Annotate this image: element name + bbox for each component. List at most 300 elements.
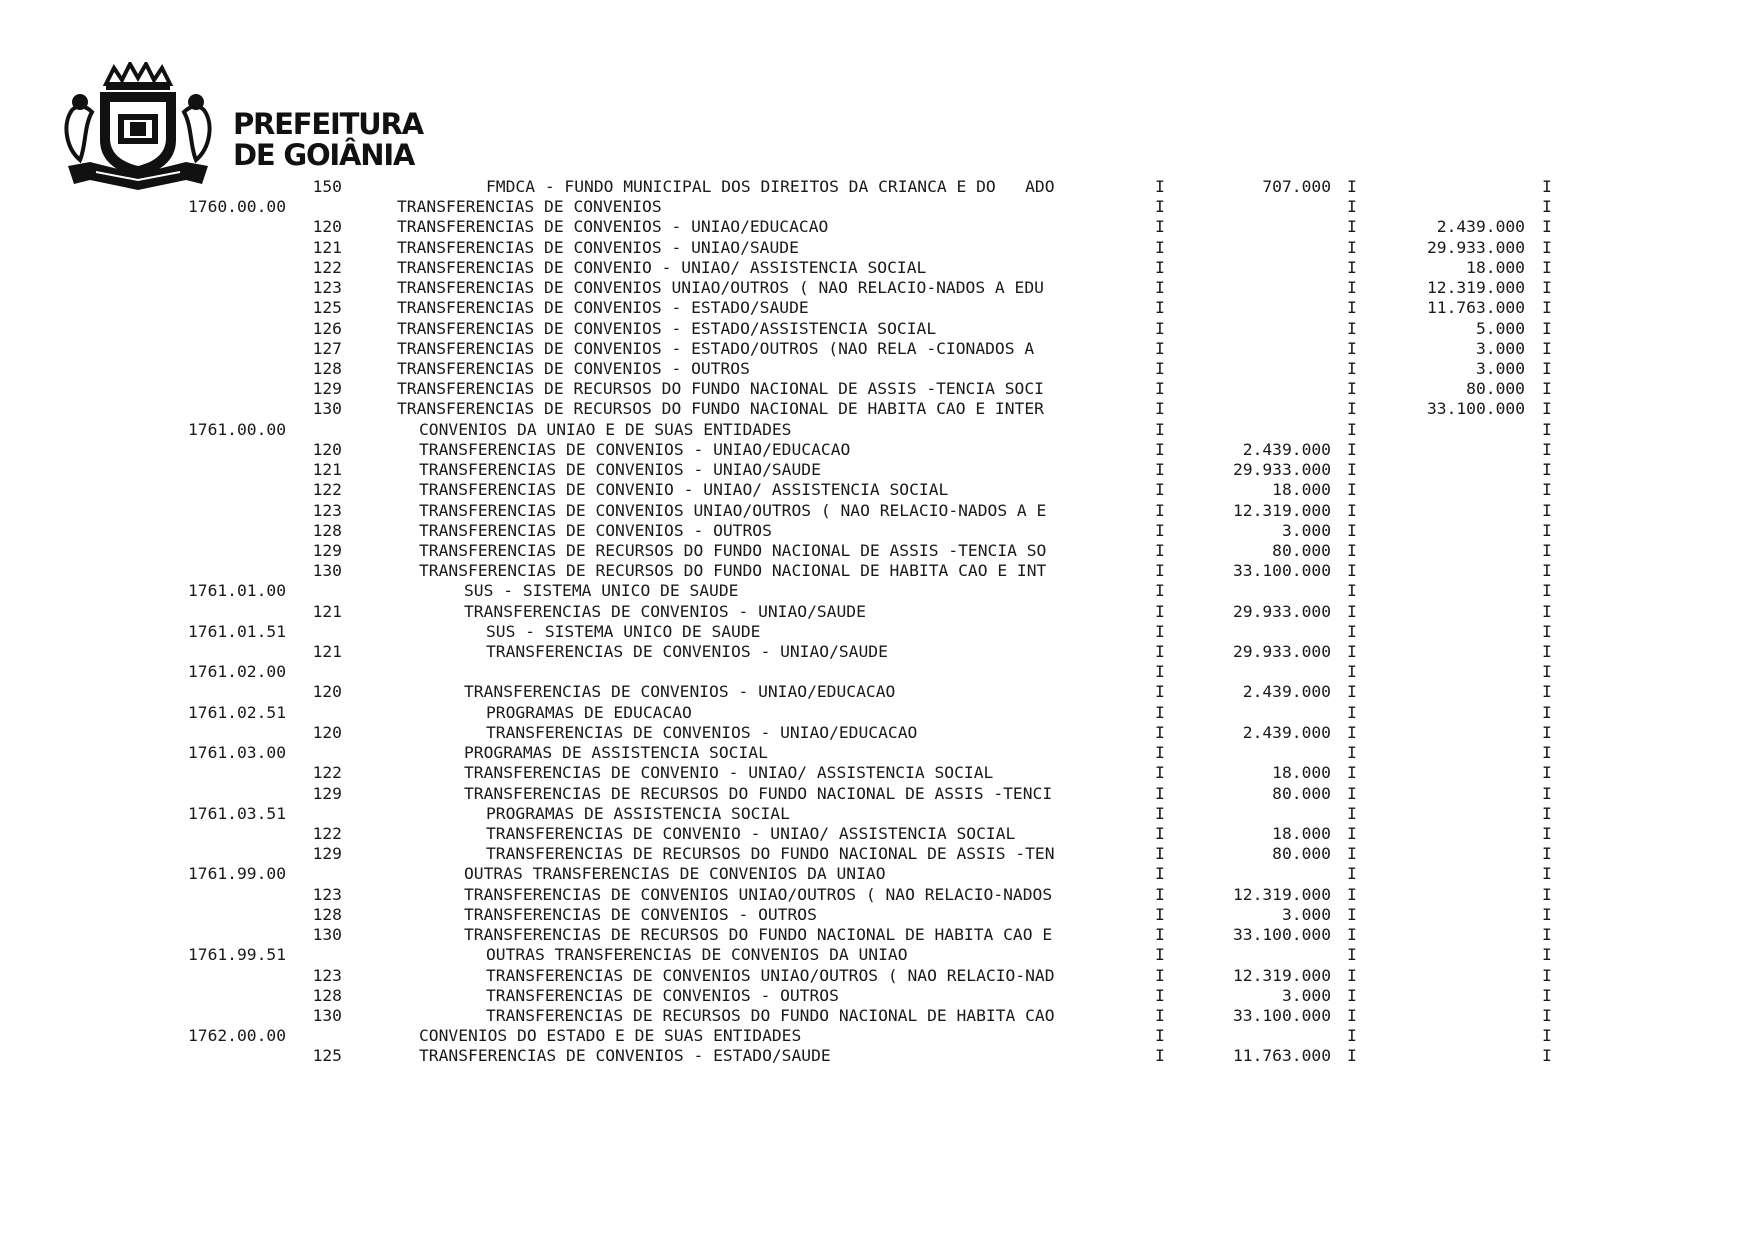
value-total: 11.763.000 bbox=[1426, 298, 1525, 318]
account-description: TRANSFERENCIAS DE CONVENIO - UNIAO/ ASSISTENCIA SOCIAL bbox=[464, 763, 994, 783]
value-detail: 29.933.000 bbox=[1232, 460, 1331, 480]
column-separator: I bbox=[1347, 985, 1357, 1005]
value-detail: 12.319.000 bbox=[1232, 884, 1331, 904]
value-detail: 11.763.000 bbox=[1232, 1046, 1331, 1066]
column-separator: I bbox=[1347, 358, 1357, 378]
report-row bbox=[0, 521, 1754, 541]
account-code: 1761.00.00 bbox=[187, 419, 286, 439]
column-separator: I bbox=[1155, 925, 1165, 945]
value-detail: 2.439.000 bbox=[1242, 439, 1331, 459]
account-description: TRANSFERENCIAS DE CONVENIOS - OUTROS bbox=[419, 520, 772, 540]
value-detail: 80.000 bbox=[1272, 783, 1331, 803]
source-code: 129 bbox=[312, 844, 342, 864]
column-separator: I bbox=[1155, 1026, 1165, 1046]
column-separator: I bbox=[1347, 925, 1357, 945]
source-code: 130 bbox=[312, 561, 342, 581]
source-code: 128 bbox=[312, 904, 342, 924]
column-separator: I bbox=[1347, 278, 1357, 298]
column-separator: I bbox=[1542, 581, 1552, 601]
report-row bbox=[0, 986, 1754, 1006]
account-code: 1761.02.00 bbox=[187, 662, 286, 682]
report-row bbox=[0, 177, 1754, 197]
column-separator: I bbox=[1155, 500, 1165, 520]
account-code: 1762.00.00 bbox=[187, 1026, 286, 1046]
account-description: TRANSFERENCIAS DE CONVENIOS - UNIAO/SAUDE bbox=[419, 460, 821, 480]
account-description: FMDCA - FUNDO MUNICIPAL DOS DIREITOS DA CRIANCA E DO ADO bbox=[486, 177, 1055, 196]
column-separator: I bbox=[1155, 217, 1165, 237]
report-row bbox=[0, 622, 1754, 642]
report-row bbox=[0, 864, 1754, 884]
value-detail: 3.000 bbox=[1281, 520, 1331, 540]
column-separator: I bbox=[1542, 358, 1552, 378]
report-row bbox=[0, 966, 1754, 986]
column-separator: I bbox=[1155, 904, 1165, 924]
report-row bbox=[0, 905, 1754, 925]
account-code: 1761.02.51 bbox=[187, 702, 286, 722]
column-separator: I bbox=[1347, 217, 1357, 237]
value-detail: 12.319.000 bbox=[1232, 500, 1331, 520]
column-separator: I bbox=[1542, 540, 1552, 560]
value-total: 5.000 bbox=[1475, 318, 1525, 338]
column-separator: I bbox=[1347, 844, 1357, 864]
column-separator: I bbox=[1542, 925, 1552, 945]
column-separator: I bbox=[1155, 844, 1165, 864]
source-code: 129 bbox=[312, 540, 342, 560]
column-separator: I bbox=[1347, 480, 1357, 500]
source-code: 122 bbox=[312, 763, 342, 783]
source-code: 120 bbox=[312, 682, 342, 702]
value-detail: 3.000 bbox=[1281, 904, 1331, 924]
account-description: TRANSFERENCIAS DE CONVENIOS UNIAO/OUTROS ( NAO RELACIO-NADOS bbox=[464, 884, 1053, 904]
column-separator: I bbox=[1542, 743, 1552, 763]
prefeitura-logo bbox=[62, 62, 422, 192]
column-separator: I bbox=[1542, 298, 1552, 318]
report-row bbox=[0, 561, 1754, 581]
column-separator: I bbox=[1155, 338, 1165, 358]
column-separator: I bbox=[1155, 642, 1165, 662]
column-separator: I bbox=[1347, 460, 1357, 480]
account-code: 1761.99.00 bbox=[187, 864, 286, 884]
account-description: PROGRAMAS DE EDUCACAO bbox=[486, 702, 692, 722]
column-separator: I bbox=[1542, 864, 1552, 884]
column-separator: I bbox=[1347, 763, 1357, 783]
report-row bbox=[0, 238, 1754, 258]
value-detail: 2.439.000 bbox=[1242, 722, 1331, 742]
column-separator: I bbox=[1155, 884, 1165, 904]
column-separator: I bbox=[1155, 399, 1165, 419]
value-detail: 33.100.000 bbox=[1232, 925, 1331, 945]
account-description: TRANSFERENCIAS DE RECURSOS DO FUNDO NACIONAL DE ASSIS -TENCIA SOCI bbox=[397, 379, 1044, 399]
account-description: TRANSFERENCIAS DE RECURSOS DO FUNDO NACIONAL DE ASSIS -TENCI bbox=[464, 783, 1053, 803]
column-separator: I bbox=[1542, 520, 1552, 540]
report-row bbox=[0, 703, 1754, 723]
account-description: TRANSFERENCIAS DE CONVENIOS - UNIAO/SAUDE bbox=[486, 642, 888, 662]
report-row bbox=[0, 682, 1754, 702]
column-separator: I bbox=[1542, 601, 1552, 621]
report-row bbox=[0, 258, 1754, 278]
report-row bbox=[0, 662, 1754, 682]
account-description: CONVENIOS DA UNIAO E DE SUAS ENTIDADES bbox=[419, 419, 792, 439]
column-separator: I bbox=[1542, 338, 1552, 358]
account-description: TRANSFERENCIAS DE CONVENIOS - OUTROS bbox=[397, 358, 750, 378]
column-separator: I bbox=[1155, 682, 1165, 702]
column-separator: I bbox=[1542, 278, 1552, 298]
value-total: 29.933.000 bbox=[1426, 237, 1525, 257]
report-row bbox=[0, 501, 1754, 521]
column-separator: I bbox=[1542, 844, 1552, 864]
column-separator: I bbox=[1347, 561, 1357, 581]
value-total: 3.000 bbox=[1475, 338, 1525, 358]
source-code: 150 bbox=[312, 177, 342, 196]
value-total: 12.319.000 bbox=[1426, 278, 1525, 298]
column-separator: I bbox=[1542, 197, 1552, 217]
source-code: 121 bbox=[312, 460, 342, 480]
goiania-coat-of-arms-icon bbox=[62, 62, 214, 192]
column-separator: I bbox=[1542, 763, 1552, 783]
account-code: 1761.03.00 bbox=[187, 743, 286, 763]
source-code: 121 bbox=[312, 642, 342, 662]
column-separator: I bbox=[1347, 177, 1357, 196]
column-separator: I bbox=[1347, 824, 1357, 843]
column-separator: I bbox=[1347, 601, 1357, 621]
account-description: TRANSFERENCIAS DE CONVENIO - UNIAO/ ASSISTENCIA SOCIAL bbox=[486, 824, 1016, 843]
column-separator: I bbox=[1347, 945, 1357, 965]
column-separator: I bbox=[1542, 1026, 1552, 1046]
account-code: 1761.01.51 bbox=[187, 621, 286, 641]
column-separator: I bbox=[1155, 379, 1165, 399]
value-total: 18.000 bbox=[1466, 257, 1525, 277]
column-separator: I bbox=[1347, 722, 1357, 742]
column-separator: I bbox=[1347, 257, 1357, 277]
value-detail: 29.933.000 bbox=[1232, 642, 1331, 662]
report-row bbox=[0, 945, 1754, 965]
column-separator: I bbox=[1155, 1046, 1165, 1066]
value-detail: 3.000 bbox=[1281, 985, 1331, 1005]
source-code: 130 bbox=[312, 399, 342, 419]
column-separator: I bbox=[1542, 177, 1552, 196]
account-description: SUS - SISTEMA UNICO DE SAUDE bbox=[464, 581, 739, 601]
column-separator: I bbox=[1542, 803, 1552, 823]
report-row bbox=[0, 298, 1754, 318]
account-description: TRANSFERENCIAS DE CONVENIOS - UNIAO/SAUDE bbox=[464, 601, 866, 621]
column-separator: I bbox=[1542, 1005, 1552, 1025]
account-description: TRANSFERENCIAS DE CONVENIOS - UNIAO/EDUCACAO bbox=[397, 217, 829, 237]
column-separator: I bbox=[1347, 540, 1357, 560]
column-separator: I bbox=[1542, 702, 1552, 722]
account-description: TRANSFERENCIAS DE RECURSOS DO FUNDO NACIONAL DE HABITA CAO bbox=[486, 1005, 1055, 1025]
source-code: 128 bbox=[312, 520, 342, 540]
column-separator: I bbox=[1542, 318, 1552, 338]
account-description: TRANSFERENCIAS DE CONVENIOS - OUTROS bbox=[464, 904, 817, 924]
account-code: 1761.99.51 bbox=[187, 945, 286, 965]
value-detail: 80.000 bbox=[1272, 540, 1331, 560]
column-separator: I bbox=[1347, 682, 1357, 702]
column-separator: I bbox=[1347, 379, 1357, 399]
value-total: 33.100.000 bbox=[1426, 399, 1525, 419]
column-separator: I bbox=[1155, 358, 1165, 378]
account-description: TRANSFERENCIAS DE CONVENIOS UNIAO/OUTROS ( NAO RELACIO-NADOS A E bbox=[419, 500, 1047, 520]
column-separator: I bbox=[1155, 278, 1165, 298]
report-row bbox=[0, 784, 1754, 804]
column-separator: I bbox=[1155, 257, 1165, 277]
source-code: 122 bbox=[312, 824, 342, 843]
account-description: PROGRAMAS DE ASSISTENCIA SOCIAL bbox=[464, 743, 768, 763]
account-description: TRANSFERENCIAS DE CONVENIOS - OUTROS bbox=[486, 985, 839, 1005]
column-separator: I bbox=[1542, 237, 1552, 257]
column-separator: I bbox=[1542, 460, 1552, 480]
column-separator: I bbox=[1347, 237, 1357, 257]
column-separator: I bbox=[1347, 1026, 1357, 1046]
column-separator: I bbox=[1155, 177, 1165, 196]
column-separator: I bbox=[1542, 642, 1552, 662]
source-code: 129 bbox=[312, 379, 342, 399]
source-code: 120 bbox=[312, 722, 342, 742]
account-code: 1761.03.51 bbox=[187, 803, 286, 823]
source-code: 122 bbox=[312, 257, 342, 277]
report-row bbox=[0, 824, 1754, 844]
column-separator: I bbox=[1155, 419, 1165, 439]
account-description: TRANSFERENCIAS DE CONVENIOS UNIAO/OUTROS ( NAO RELACIO-NAD bbox=[486, 965, 1055, 985]
column-separator: I bbox=[1347, 1005, 1357, 1025]
column-separator: I bbox=[1155, 702, 1165, 722]
column-separator: I bbox=[1155, 1005, 1165, 1025]
account-description: TRANSFERENCIAS DE CONVENIOS - UNIAO/EDUCACAO bbox=[419, 439, 851, 459]
report-row bbox=[0, 763, 1754, 783]
column-separator: I bbox=[1542, 662, 1552, 682]
value-total: 3.000 bbox=[1475, 358, 1525, 378]
column-separator: I bbox=[1542, 379, 1552, 399]
account-description: TRANSFERENCIAS DE RECURSOS DO FUNDO NACIONAL DE ASSIS -TENCIA SO bbox=[419, 540, 1047, 560]
report-row bbox=[0, 844, 1754, 864]
value-detail: 18.000 bbox=[1272, 480, 1331, 500]
column-separator: I bbox=[1347, 439, 1357, 459]
source-code: 127 bbox=[312, 338, 342, 358]
column-separator: I bbox=[1347, 197, 1357, 217]
account-description: TRANSFERENCIAS DE CONVENIOS - UNIAO/SAUDE bbox=[397, 237, 799, 257]
column-separator: I bbox=[1542, 500, 1552, 520]
value-total: 80.000 bbox=[1466, 379, 1525, 399]
report-row bbox=[0, 217, 1754, 237]
source-code: 128 bbox=[312, 358, 342, 378]
column-separator: I bbox=[1347, 642, 1357, 662]
column-separator: I bbox=[1155, 601, 1165, 621]
account-description: TRANSFERENCIAS DE CONVENIOS bbox=[397, 197, 662, 217]
value-detail: 33.100.000 bbox=[1232, 561, 1331, 581]
report-row bbox=[0, 197, 1754, 217]
logo-line-1: PREFEITURA bbox=[233, 107, 423, 141]
value-detail: 12.319.000 bbox=[1232, 965, 1331, 985]
column-separator: I bbox=[1542, 884, 1552, 904]
report-row bbox=[0, 399, 1754, 419]
account-description: TRANSFERENCIAS DE CONVENIOS - ESTADO/ASSISTENCIA SOCIAL bbox=[397, 318, 937, 338]
column-separator: I bbox=[1347, 1046, 1357, 1066]
report-row bbox=[0, 480, 1754, 500]
column-separator: I bbox=[1542, 682, 1552, 702]
column-separator: I bbox=[1155, 824, 1165, 843]
column-separator: I bbox=[1155, 480, 1165, 500]
column-separator: I bbox=[1347, 520, 1357, 540]
column-separator: I bbox=[1542, 945, 1552, 965]
column-separator: I bbox=[1155, 783, 1165, 803]
report-row bbox=[0, 541, 1754, 561]
column-separator: I bbox=[1155, 318, 1165, 338]
column-separator: I bbox=[1155, 965, 1165, 985]
account-description: PROGRAMAS DE ASSISTENCIA SOCIAL bbox=[486, 803, 790, 823]
report-row bbox=[0, 723, 1754, 743]
account-code: 1760.00.00 bbox=[187, 197, 286, 217]
value-detail: 29.933.000 bbox=[1232, 601, 1331, 621]
account-description: TRANSFERENCIAS DE RECURSOS DO FUNDO NACIONAL DE HABITA CAO E bbox=[464, 925, 1053, 945]
column-separator: I bbox=[1542, 439, 1552, 459]
account-description: TRANSFERENCIAS DE RECURSOS DO FUNDO NACIONAL DE HABITA CAO E INT bbox=[419, 561, 1047, 581]
column-separator: I bbox=[1155, 520, 1165, 540]
value-detail: 707.000 bbox=[1262, 177, 1331, 196]
source-code: 123 bbox=[312, 278, 342, 298]
column-separator: I bbox=[1155, 197, 1165, 217]
report-row bbox=[0, 319, 1754, 339]
column-separator: I bbox=[1542, 985, 1552, 1005]
column-separator: I bbox=[1347, 419, 1357, 439]
account-description: TRANSFERENCIAS DE CONVENIO - UNIAO/ ASSISTENCIA SOCIAL bbox=[397, 257, 927, 277]
account-description: TRANSFERENCIAS DE CONVENIOS - UNIAO/EDUCACAO bbox=[464, 682, 896, 702]
report-row bbox=[0, 1006, 1754, 1026]
report-row bbox=[0, 642, 1754, 662]
column-separator: I bbox=[1542, 419, 1552, 439]
column-separator: I bbox=[1155, 460, 1165, 480]
column-separator: I bbox=[1542, 621, 1552, 641]
value-detail: 33.100.000 bbox=[1232, 1005, 1331, 1025]
source-code: 120 bbox=[312, 439, 342, 459]
report-row bbox=[0, 804, 1754, 824]
source-code: 128 bbox=[312, 985, 342, 1005]
revenue-report-table bbox=[0, 177, 1754, 1067]
report-row bbox=[0, 925, 1754, 945]
column-separator: I bbox=[1155, 581, 1165, 601]
report-row bbox=[0, 339, 1754, 359]
source-code: 121 bbox=[312, 601, 342, 621]
source-code: 122 bbox=[312, 480, 342, 500]
column-separator: I bbox=[1347, 864, 1357, 884]
report-row bbox=[0, 278, 1754, 298]
column-separator: I bbox=[1347, 783, 1357, 803]
value-total: 2.439.000 bbox=[1436, 217, 1525, 237]
column-separator: I bbox=[1542, 722, 1552, 742]
column-separator: I bbox=[1542, 257, 1552, 277]
column-separator: I bbox=[1542, 904, 1552, 924]
source-code: 129 bbox=[312, 783, 342, 803]
account-description: OUTRAS TRANSFERENCIAS DE CONVENIOS DA UNIAO bbox=[464, 864, 886, 884]
column-separator: I bbox=[1347, 298, 1357, 318]
report-row bbox=[0, 581, 1754, 601]
column-separator: I bbox=[1542, 217, 1552, 237]
value-detail: 80.000 bbox=[1272, 844, 1331, 864]
column-separator: I bbox=[1542, 399, 1552, 419]
report-row bbox=[0, 1046, 1754, 1066]
report-row bbox=[0, 379, 1754, 399]
column-separator: I bbox=[1347, 621, 1357, 641]
account-description: CONVENIOS DO ESTADO E DE SUAS ENTIDADES bbox=[419, 1026, 802, 1046]
column-separator: I bbox=[1542, 1046, 1552, 1066]
value-detail: 18.000 bbox=[1272, 824, 1331, 843]
column-separator: I bbox=[1155, 763, 1165, 783]
column-separator: I bbox=[1155, 621, 1165, 641]
column-separator: I bbox=[1347, 338, 1357, 358]
column-separator: I bbox=[1155, 945, 1165, 965]
value-detail: 18.000 bbox=[1272, 763, 1331, 783]
source-code: 120 bbox=[312, 217, 342, 237]
source-code: 121 bbox=[312, 237, 342, 257]
column-separator: I bbox=[1155, 298, 1165, 318]
column-separator: I bbox=[1347, 904, 1357, 924]
column-separator: I bbox=[1542, 824, 1552, 843]
column-separator: I bbox=[1347, 318, 1357, 338]
report-row bbox=[0, 359, 1754, 379]
column-separator: I bbox=[1542, 783, 1552, 803]
column-separator: I bbox=[1542, 480, 1552, 500]
account-description: SUS - SISTEMA UNICO DE SAUDE bbox=[486, 621, 761, 641]
column-separator: I bbox=[1155, 864, 1165, 884]
account-description: TRANSFERENCIAS DE RECURSOS DO FUNDO NACIONAL DE ASSIS -TEN bbox=[486, 844, 1055, 864]
column-separator: I bbox=[1347, 581, 1357, 601]
column-separator: I bbox=[1542, 965, 1552, 985]
account-description: TRANSFERENCIAS DE CONVENIOS - ESTADO/OUTROS (NAO RELA -CIONADOS A bbox=[397, 338, 1035, 358]
column-separator: I bbox=[1155, 803, 1165, 823]
report-row bbox=[0, 420, 1754, 440]
column-separator: I bbox=[1155, 722, 1165, 742]
source-code: 123 bbox=[312, 965, 342, 985]
column-separator: I bbox=[1347, 743, 1357, 763]
account-description: TRANSFERENCIAS DE CONVENIOS UNIAO/OUTROS ( NAO RELACIO-NADOS A EDU bbox=[397, 278, 1044, 298]
source-code: 130 bbox=[312, 1005, 342, 1025]
account-code: 1761.01.00 bbox=[187, 581, 286, 601]
report-row bbox=[0, 1026, 1754, 1046]
column-separator: I bbox=[1155, 439, 1165, 459]
column-separator: I bbox=[1347, 965, 1357, 985]
logo-line-2: DE GOIÂNIA bbox=[233, 138, 415, 172]
account-description: OUTRAS TRANSFERENCIAS DE CONVENIOS DA UNIAO bbox=[486, 945, 908, 965]
account-description: TRANSFERENCIAS DE CONVENIOS - ESTADO/SAUDE bbox=[419, 1046, 831, 1066]
source-code: 126 bbox=[312, 318, 342, 338]
source-code: 123 bbox=[312, 500, 342, 520]
column-separator: I bbox=[1347, 399, 1357, 419]
column-separator: I bbox=[1347, 662, 1357, 682]
source-code: 123 bbox=[312, 884, 342, 904]
prefeitura-wordmark bbox=[233, 109, 423, 171]
column-separator: I bbox=[1155, 985, 1165, 1005]
account-description: TRANSFERENCIAS DE RECURSOS DO FUNDO NACIONAL DE HABITA CAO E INTER bbox=[397, 399, 1044, 419]
column-separator: I bbox=[1542, 561, 1552, 581]
column-separator: I bbox=[1347, 500, 1357, 520]
value-detail: 2.439.000 bbox=[1242, 682, 1331, 702]
report-row bbox=[0, 743, 1754, 763]
report-row bbox=[0, 460, 1754, 480]
column-separator: I bbox=[1347, 702, 1357, 722]
report-row bbox=[0, 440, 1754, 460]
column-separator: I bbox=[1155, 540, 1165, 560]
account-description: TRANSFERENCIAS DE CONVENIOS - ESTADO/SAUDE bbox=[397, 298, 809, 318]
report-row bbox=[0, 885, 1754, 905]
source-code: 125 bbox=[312, 1046, 342, 1066]
column-separator: I bbox=[1155, 743, 1165, 763]
column-separator: I bbox=[1155, 561, 1165, 581]
source-code: 125 bbox=[312, 298, 342, 318]
account-description: TRANSFERENCIAS DE CONVENIO - UNIAO/ ASSISTENCIA SOCIAL bbox=[419, 480, 949, 500]
report-row bbox=[0, 602, 1754, 622]
column-separator: I bbox=[1347, 803, 1357, 823]
column-separator: I bbox=[1155, 237, 1165, 257]
column-separator: I bbox=[1347, 884, 1357, 904]
source-code: 130 bbox=[312, 925, 342, 945]
